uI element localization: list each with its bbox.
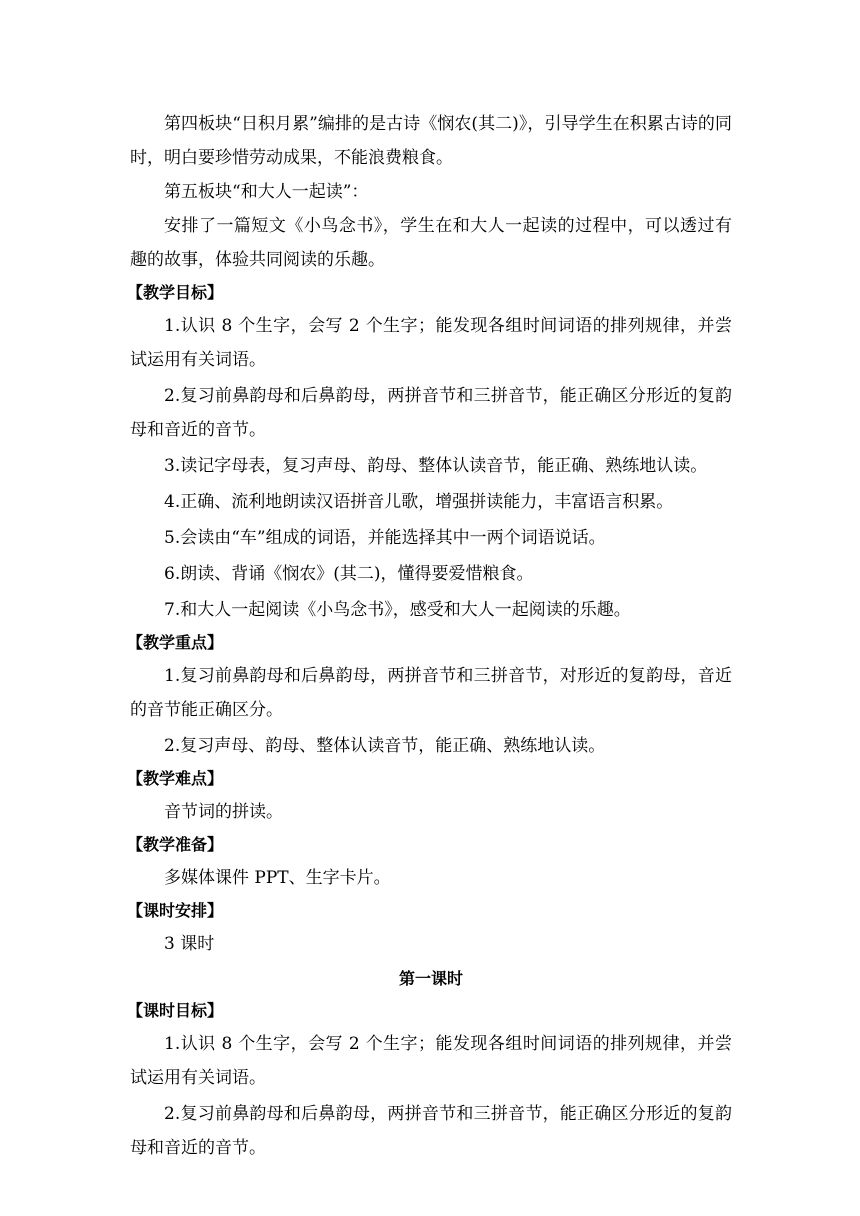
preparation-heading: 【教学准备】 — [127, 835, 224, 854]
lesson-1-title: 第一课时 — [398, 969, 463, 988]
teaching-goal-item: 7.和大人一起阅读《小鸟念书》，感受和大人一起阅读的乐趣。 — [164, 600, 631, 620]
intro-paragraph-1: 第四板块“日积月累”编排的是古诗《悯农(其二)》，引导学生在积累古诗的同时，明白要珍惜劳动成果，不能浪费粮食。 — [130, 114, 732, 168]
teaching-goals-list — [130, 309, 732, 627]
teaching-goals-heading: 【教学目标】 — [127, 283, 224, 302]
intro-paragraph-3: 安排了一篇短文《小鸟念书》，学生在和大人一起读的过程中，可以透过有趣的故事，体验共同阅读的乐趣。 — [130, 216, 732, 270]
lesson-goals-list — [130, 1027, 732, 1165]
key-points-list — [130, 659, 732, 763]
key-point-item: 1.复习前鼻韵母和后鼻韵母，两拼音节和三拼音节，对形近的复韵母，音近的音节能正确区分。 — [130, 666, 732, 720]
lesson-goal-item: 1.认识 8 个生字，会写 2 个生字；能发现各组时间词语的排列规律，并尝试运用有关词语。 — [130, 1034, 732, 1088]
difficulties-heading: 【教学难点】 — [127, 769, 224, 788]
intro-paragraph-2: 第五板块“和大人一起读”： — [164, 182, 369, 202]
teaching-goal-item: 2.复习前鼻韵母和后鼻韵母，两拼音节和三拼音节，能正确区分形近的复韵母和音近的音节。 — [130, 386, 732, 440]
lesson-goals-heading: 【课时目标】 — [127, 1001, 224, 1020]
key-point-item: 2.复习声母、韵母、整体认读音节，能正确、熟练地认读。 — [164, 736, 606, 756]
difficulties-text: 音节词的拼读。 — [164, 802, 283, 822]
schedule-text: 3 课时 — [164, 934, 215, 954]
teaching-goal-item: 3.读记字母表，复习声母、韵母、整体认读音节，能正确、熟练地认读。 — [164, 456, 708, 476]
teaching-goal-item: 1.认识 8 个生字，会写 2 个生字；能发现各组时间词语的排列规律，并尝试运用有关词语。 — [130, 316, 732, 370]
lesson-goal-item: 2.复习前鼻韵母和后鼻韵母，两拼音节和三拼音节，能正确区分形近的复韵母和音近的音节。 — [130, 1104, 732, 1158]
schedule-heading: 【课时安排】 — [127, 901, 224, 920]
key-points-heading: 【教学重点】 — [127, 633, 224, 652]
preparation-text: 多媒体课件 PPT、生字卡片。 — [164, 868, 391, 888]
teaching-goal-item: 5.会读由“车”组成的词语，并能选择其中一两个词语说话。 — [164, 528, 606, 548]
teaching-goal-item: 6.朗读、背诵《悯农》(其二)，懂得要爱惜粮食。 — [164, 564, 534, 584]
teaching-goal-item: 4.正确、流利地朗读汉语拼音儿歌，增强拼读能力，丰富语言积累。 — [164, 492, 674, 512]
document-body — [127, 107, 732, 1165]
